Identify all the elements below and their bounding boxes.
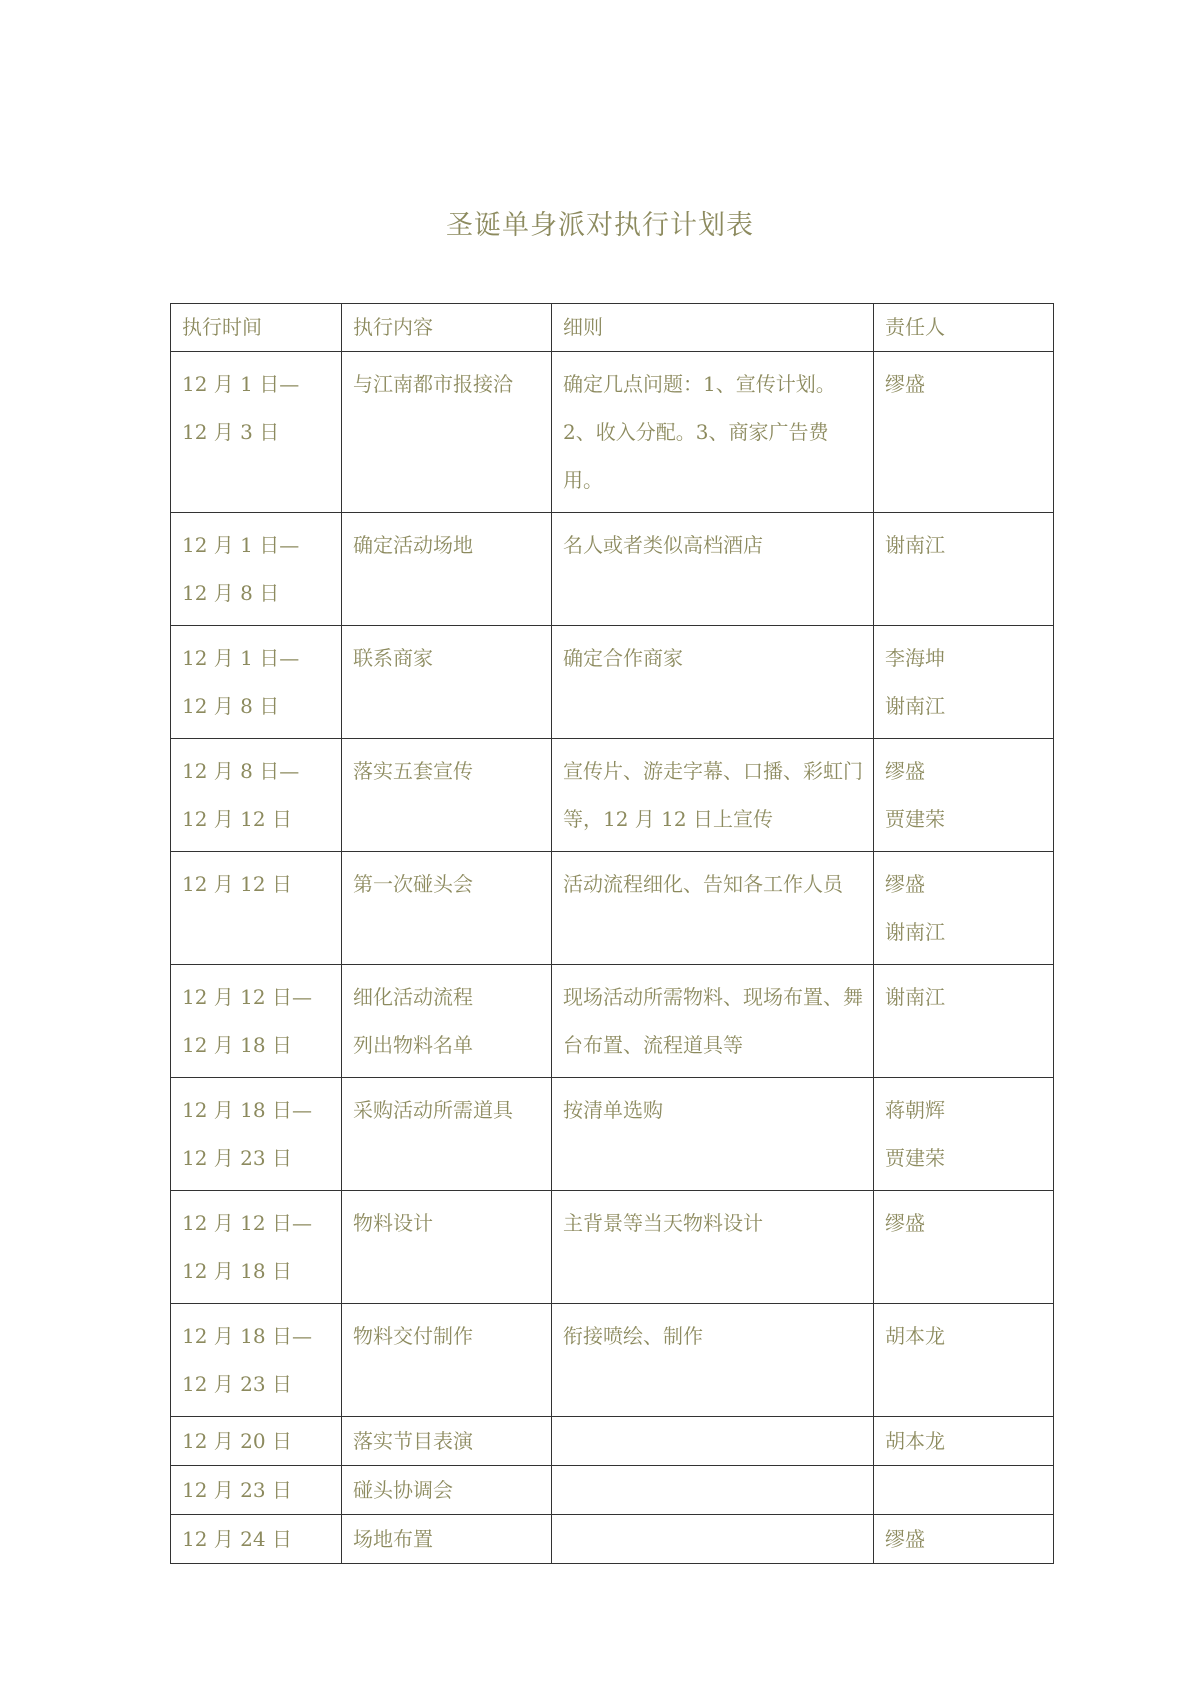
- cell-content: [342, 352, 552, 513]
- time-line: 12 月 8 日: [182, 694, 280, 718]
- table-row: [171, 1191, 1054, 1304]
- content-line: 细化活动流程: [353, 985, 473, 1009]
- cell-time: [171, 1078, 342, 1191]
- time-line: 12 月 12 日—: [182, 985, 312, 1009]
- cell-owner: [874, 852, 1054, 965]
- table-row: [171, 1515, 1054, 1564]
- table-row: [171, 626, 1054, 739]
- time-line: 12 月 23 日: [182, 1478, 292, 1502]
- time-line: 12 月 8 日: [182, 581, 280, 605]
- cell-content: [342, 513, 552, 626]
- owner-line: 李海坤: [885, 646, 945, 670]
- cell-detail: [552, 1466, 874, 1515]
- cell-detail: 现场活动所需物料、现场布置、舞台布置、流程道具等: [552, 965, 874, 1078]
- cell-content: [342, 1466, 552, 1515]
- cell-time: [171, 965, 342, 1078]
- table-row: [171, 1078, 1054, 1191]
- table-row: [171, 1417, 1054, 1466]
- cell-detail: 宣传片、游走字幕、口播、彩虹门等，12 月 12 日上宣传: [552, 739, 874, 852]
- cell-detail: 主背景等当天物料设计: [552, 1191, 874, 1304]
- owner-line: 缪盛: [885, 372, 925, 396]
- cell-content: [342, 852, 552, 965]
- owner-line: 缪盛: [885, 759, 925, 783]
- cell-content: [342, 965, 552, 1078]
- content-line: 落实五套宣传: [353, 759, 473, 783]
- content-line: 联系商家: [353, 646, 433, 670]
- cell-detail: [552, 1515, 874, 1564]
- time-line: 12 月 18 日: [182, 1259, 292, 1283]
- owner-line: 谢南江: [885, 920, 945, 944]
- cell-owner: [874, 626, 1054, 739]
- owner-line: 胡本龙: [885, 1324, 945, 1348]
- cell-owner: [874, 1191, 1054, 1304]
- content-line: 确定活动场地: [353, 533, 473, 557]
- owner-line: 蒋朝辉: [885, 1098, 945, 1122]
- table-row: [171, 513, 1054, 626]
- cell-content: [342, 1417, 552, 1466]
- time-line: 12 月 18 日—: [182, 1324, 312, 1348]
- table-row: [171, 965, 1054, 1078]
- cell-content: [342, 1304, 552, 1417]
- time-line: 12 月 18 日—: [182, 1098, 312, 1122]
- cell-detail: 衔接喷绘、制作: [552, 1304, 874, 1417]
- cell-time: [171, 352, 342, 513]
- time-line: 12 月 18 日: [182, 1033, 292, 1057]
- cell-owner: [874, 1417, 1054, 1466]
- header-time: 执行时间: [171, 304, 342, 352]
- content-line: 列出物料名单: [353, 1033, 473, 1057]
- header-owner: 责任人: [874, 304, 1054, 352]
- cell-owner: [874, 1466, 1054, 1515]
- cell-detail: 名人或者类似高档酒店: [552, 513, 874, 626]
- time-line: 12 月 12 日: [182, 872, 292, 896]
- time-line: 12 月 8 日—: [182, 759, 300, 783]
- owner-line: 胡本龙: [885, 1429, 945, 1453]
- time-line: 12 月 23 日: [182, 1146, 292, 1170]
- time-line: 12 月 3 日: [182, 420, 280, 444]
- table-header-row: [171, 304, 1054, 352]
- cell-detail: 按清单选购: [552, 1078, 874, 1191]
- cell-time: [171, 1466, 342, 1515]
- cell-time: [171, 1304, 342, 1417]
- owner-line: 贾建荣: [885, 807, 945, 831]
- cell-owner: [874, 1304, 1054, 1417]
- content-line: 碰头协调会: [353, 1478, 453, 1502]
- time-line: 12 月 12 日: [182, 807, 292, 831]
- table-row: [171, 1304, 1054, 1417]
- cell-time: [171, 852, 342, 965]
- plan-table-body: [171, 304, 1054, 1564]
- table-row: [171, 352, 1054, 513]
- time-line: 12 月 1 日—: [182, 533, 300, 557]
- cell-detail: 活动流程细化、告知各工作人员: [552, 852, 874, 965]
- owner-line: 贾建荣: [885, 1146, 945, 1170]
- content-line: 采购活动所需道具: [353, 1098, 513, 1122]
- cell-content: [342, 1515, 552, 1564]
- table-row: [171, 852, 1054, 965]
- content-line: 物料交付制作: [353, 1324, 473, 1348]
- owner-line: 缪盛: [885, 1527, 925, 1551]
- cell-owner: [874, 739, 1054, 852]
- time-line: 12 月 20 日: [182, 1429, 292, 1453]
- time-line: 12 月 1 日—: [182, 646, 300, 670]
- owner-line: 谢南江: [885, 985, 945, 1009]
- cell-detail: 确定几点问题：1、宣传计划。2、收入分配。3、商家广告费用。: [552, 352, 874, 513]
- cell-time: [171, 1515, 342, 1564]
- owner-line: 缪盛: [885, 872, 925, 896]
- table-row: [171, 1466, 1054, 1515]
- cell-detail: 确定合作商家: [552, 626, 874, 739]
- owner-line: 缪盛: [885, 1211, 925, 1235]
- cell-owner: [874, 352, 1054, 513]
- header-detail: 细则: [552, 304, 874, 352]
- header-content: 执行内容: [342, 304, 552, 352]
- cell-content: [342, 626, 552, 739]
- time-line: 12 月 24 日: [182, 1527, 292, 1551]
- cell-owner: [874, 1515, 1054, 1564]
- plan-table: [170, 303, 1054, 1564]
- content-line: 第一次碰头会: [353, 872, 473, 896]
- cell-owner: [874, 513, 1054, 626]
- cell-owner: [874, 1078, 1054, 1191]
- time-line: 12 月 12 日—: [182, 1211, 312, 1235]
- cell-content: [342, 1191, 552, 1304]
- table-row: [171, 739, 1054, 852]
- content-line: 落实节目表演: [353, 1429, 473, 1453]
- cell-time: [171, 626, 342, 739]
- content-line: 场地布置: [353, 1527, 433, 1551]
- cell-owner: [874, 965, 1054, 1078]
- content-line: 与江南都市报接洽: [353, 372, 513, 396]
- cell-time: [171, 513, 342, 626]
- time-line: 12 月 23 日: [182, 1372, 292, 1396]
- cell-time: [171, 1417, 342, 1466]
- page-title: 圣诞单身派对执行计划表: [446, 210, 754, 241]
- cell-content: [342, 739, 552, 852]
- content-line: 物料设计: [353, 1211, 433, 1235]
- cell-content: [342, 1078, 552, 1191]
- cell-time: [171, 1191, 342, 1304]
- cell-time: [171, 739, 342, 852]
- owner-line: 谢南江: [885, 533, 945, 557]
- time-line: 12 月 1 日—: [182, 372, 300, 396]
- cell-detail: [552, 1417, 874, 1466]
- owner-line: 谢南江: [885, 694, 945, 718]
